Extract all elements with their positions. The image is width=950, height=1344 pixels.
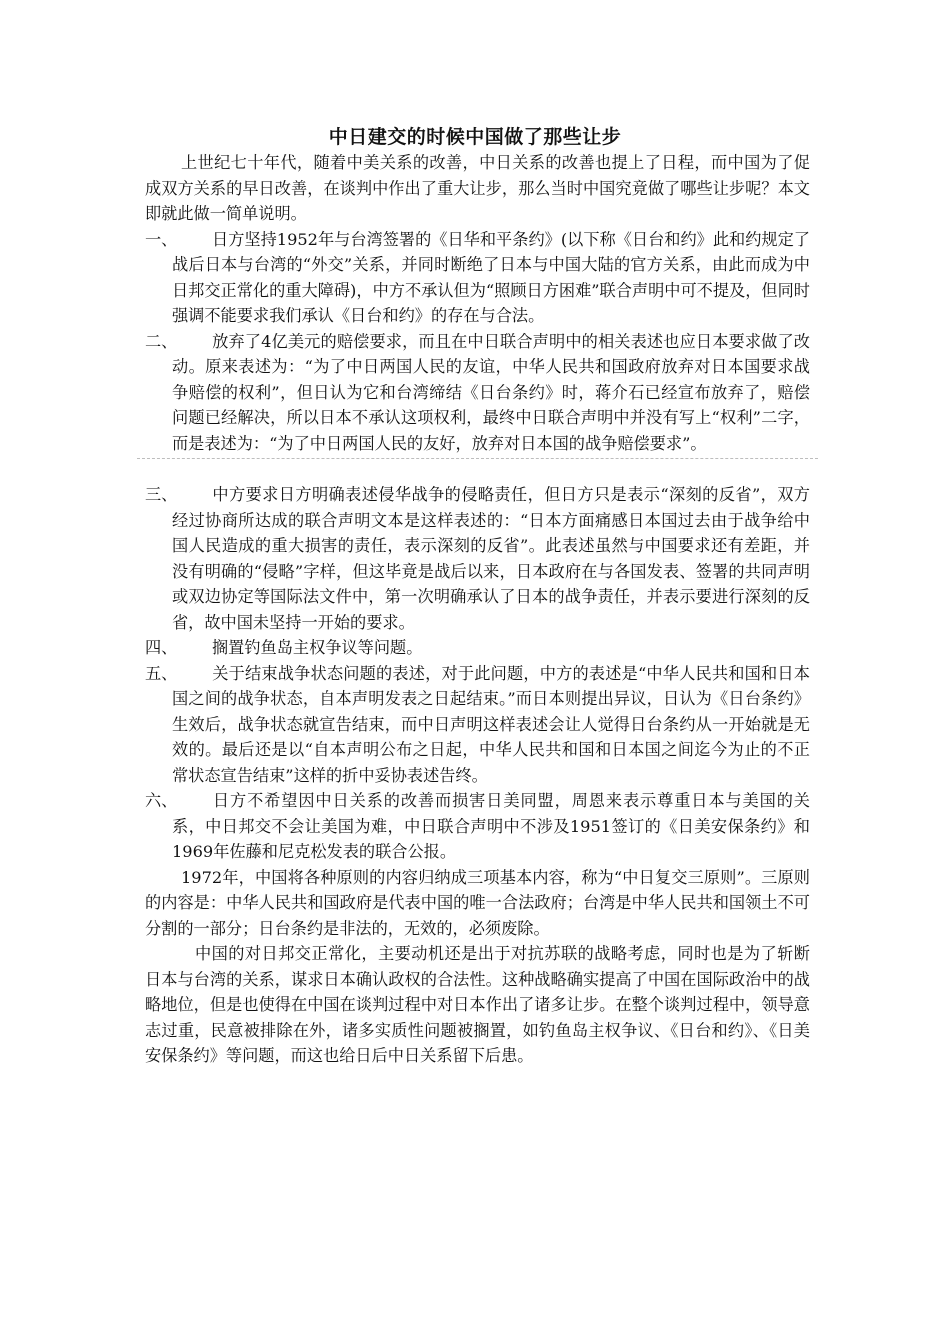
- principles-paragraph: 1972年，中国将各种原则的内容归纳成三项基本内容，称为“中日复交三原则”。三原则的内容是：中华人民共和国政府是代表中国的唯一合法政府；台湾是中华人民共和国领土不可分割的一部分；日台条约是非法的，无效的，必须废除。: [145, 867, 810, 938]
- list-item-3: [145, 482, 810, 635]
- list-number-6: 六、: [145, 791, 178, 810]
- list-number-2: 二、: [145, 331, 178, 351]
- page-break-divider: [137, 458, 818, 459]
- list-text-2: 放弃了4亿美元的赔偿要求，而且在中日联合声明中的相关表述也应日本要求做了改动。原来表述为：“为了中日两国人民的友谊，中华人民共和国政府放弃对日本国要求战争赔偿的权利”，但日认为它和台湾缔结《日台条约》时，蒋介石已经宣布放弃了，赔偿问题已经解决，所以日本不承认这项权利，最终中日联合声明中并没有写上“权利”二字，而是表述为：“为了中日两国人民的友好，放弃对日本国的战争赔偿要求”。: [172, 331, 810, 453]
- list-item-6: [145, 788, 810, 865]
- conclusion-paragraph: 中国的对日邦交正常化，主要动机还是出于对抗苏联的战略考虑，同时也是为了斩断日本与台湾的关系，谋求日本确认政权的合法性。这种战略确实提高了中国在国际政治中的战略地位，但是也使得在中国在谈判过程中对日本作出了诸多让步。在整个谈判过程中，领导意志过重，民意被排除在外，诸多实质性问题被搁置，如钓鱼岛主权争议、《日台和约》、《日美安保条约》等问题，而这也给日后中日关系留下后患。: [145, 944, 810, 1065]
- list-item-2: [145, 329, 810, 457]
- list-text-4: 搁置钓鱼岛主权争议等问题。: [212, 638, 423, 657]
- list-number-5: 五、: [145, 663, 178, 683]
- document-body: [145, 150, 810, 1069]
- document-title: 中日建交的时候中国做了那些让步: [328, 126, 622, 148]
- list-number-4: 四、: [145, 638, 178, 657]
- list-item-5: [145, 661, 810, 789]
- list-text-1: 日方坚持1952年与台湾签署的《日华和平条约》(以下称《日台和约》此和约规定了战后日本与台湾的“外交”关系，并同时断绝了日本与中国大陆的官方关系，由此而成为中日邦交正常化的重大障碍)，中方不承认但为“照顾日方困难”联合声明中可不提及，但同时强调不能要求我们承认《日台和约》的存在与合法。: [172, 229, 810, 325]
- list-text-6: 日方不希望因中日关系的改善而损害日美同盟，周恩来表示尊重日本与美国的关系，中日邦交不会让美国为难，中日联合声明中不涉及1951签订的《日美安保条约》和1969年佐藤和尼克松发表的联合公报。: [172, 791, 810, 861]
- list-item-4: [145, 635, 810, 661]
- intro-paragraph: 上世纪七十年代，随着中美关系的改善，中日关系的改善也提上了日程，而中国为了促成双方关系的早日改善，在谈判中作出了重大让步，那么当时中国究竟做了哪些让步呢？本文即就此做一简单说明。: [145, 153, 810, 223]
- list-text-3: 中方要求日方明确表述侵华战争的侵略责任，但日方只是表示“深刻的反省”，双方经过协商所达成的联合声明文本是这样表述的：“日本方面痛感日本国过去由于战争给中国人民造成的重大损害的责任，表示深刻的反省”。此表述虽然与中国要求还有差距，并没有明确的“侵略”字样，但这毕竟是战后以来，日本政府在与各国发表、签署的共同声明或双边协定等国际法文件中，第一次明确承认了日本的战争责任，并表示要进行深刻的反省，故中国未坚持一开始的要求。: [172, 485, 810, 632]
- list-number-3: 三、: [145, 485, 178, 504]
- list-text-5: 关于结束战争状态问题的表述，对于此问题，中方的表述是“中华人民共和国和日本国之间的战争状态，自本声明发表之日起结束。”而日本则提出异议，日认为《日台条约》生效后，战争状态就宣告结束，而中日声明这样表述会让人觉得日台条约从一开始就是无效的。最后还是以“自本声明公布之日起，中华人民共和国和日本国之间迄今为止的不正常状态宣告结束”这样的折中妥协表述告终。: [172, 663, 810, 785]
- list-item-1: [145, 227, 810, 329]
- list-number-1: 一、: [145, 229, 178, 249]
